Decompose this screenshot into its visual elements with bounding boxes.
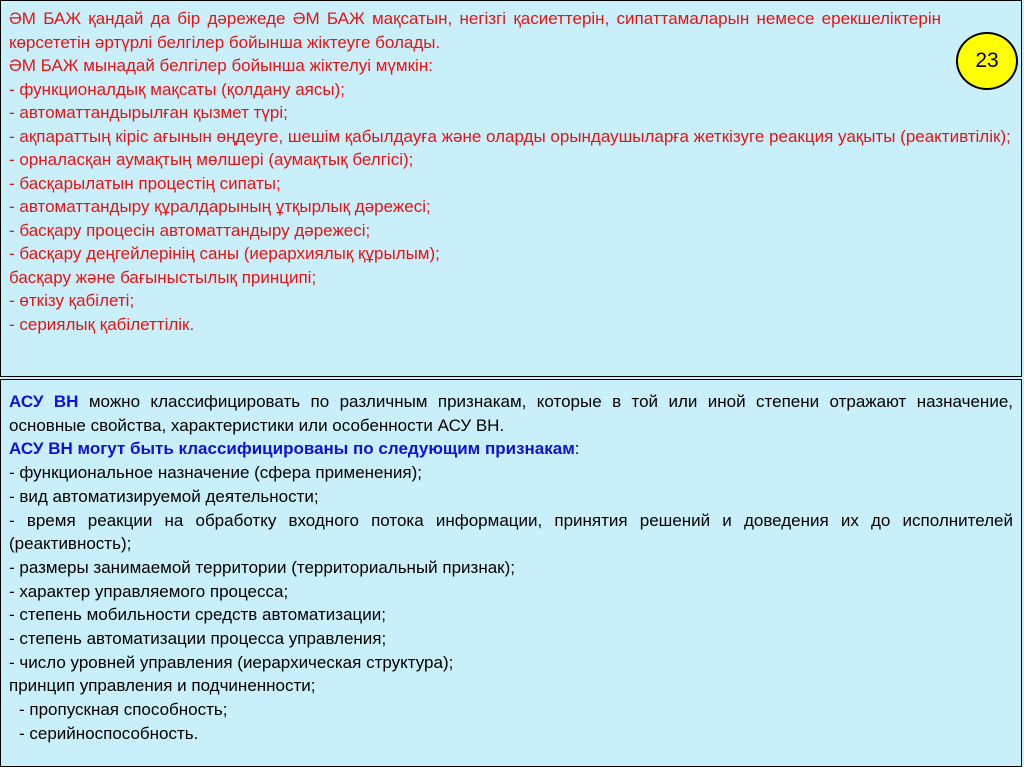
kazakh-text-panel: [0, 0, 1022, 377]
kazakh-item: - басқарылатын процестің сипаты;: [9, 173, 281, 193]
russian-item: - степень автоматизации процесса управления;: [9, 629, 387, 649]
kazakh-item: басқару және бағыныстылық принципі;: [9, 267, 317, 287]
kazakh-lead: ӘМ БАЖ мынадай белгілер бойынша жіктелуі мүмкін:: [9, 56, 433, 75]
kazakh-item: - өткізу қабілеті;: [9, 291, 135, 310]
russian-indented-item: - серийноспособность.: [19, 723, 199, 743]
russian-text: [9, 390, 1013, 746]
russian-item: принцип управления и подчиненности;: [9, 676, 316, 696]
russian-intro: [9, 390, 1013, 437]
kazakh-intro: ӘМ БАЖ қандай да бір дәрежеде ӘМ БАЖ мақсатын, негізгі қасиеттерін, сипаттамаларын немесе ерекшеліктерін көрсететін әртүрлі белгілер бойынша жіктеуге болады.: [9, 9, 941, 52]
kazakh-item: - басқару процесін автоматтандыру дәрежесі;: [9, 220, 371, 240]
russian-item: - вид автоматизируемой деятельности;: [9, 486, 319, 506]
kazakh-item: - сериялық қабілеттілік.: [9, 314, 195, 334]
kazakh-item: - ақпараттың кіріс ағынын өңдеуге, шешім қабылдауға және оларды орындаушыларға жеткізуге реакция уақыты (реактивтілік);: [9, 126, 1011, 146]
russian-item: - степень мобильности средств автоматизации;: [9, 605, 386, 625]
russian-item: - характер управляемого процесса;: [9, 581, 289, 601]
russian-item: - размеры занимаемой территории (территориальный признак);: [9, 557, 515, 577]
russian-item: - число уровней управления (иерархическая структура);: [9, 652, 454, 672]
russian-item: - функциональное назначение (сфера применения);: [9, 463, 422, 483]
kazakh-item: - автоматтандыру құралдарының ұтқырлық дәрежесі;: [9, 197, 431, 216]
kazakh-item: - функционалдық мақсаты (қолдану аясы);: [9, 79, 345, 99]
russian-lead: [9, 437, 1013, 461]
term-asu-vn: АСУ ВН: [9, 392, 79, 411]
russian-lead-bold: АСУ ВН могут быть классифицированы по следующим признакам: [9, 439, 575, 459]
kazakh-item: - автоматтандырылған қызмет түрі;: [9, 103, 288, 122]
kazakh-item: - басқару деңгейлерінің саны (иерархиялық құрылым);: [9, 244, 440, 263]
page-number-badge: 23: [956, 32, 1018, 90]
russian-intro-rest: можно классифицировать по различным признакам, которые в той или иной степени отражают назначение, основные свойства, характеристики или особенности АСУ ВН.: [9, 392, 1013, 435]
russian-item: - время реакции на обработку входного потока информации, принятия решений и доведения их до исполнителей (реактивность);: [9, 510, 1013, 554]
kazakh-text: [9, 7, 1013, 336]
russian-indented-item: - пропускная способность;: [19, 700, 228, 720]
russian-text-panel: [0, 379, 1022, 767]
russian-lead-colon: :: [574, 439, 580, 459]
kazakh-item: - орналасқан аумақтың мөлшері (аумақтық белгісі);: [9, 150, 414, 169]
